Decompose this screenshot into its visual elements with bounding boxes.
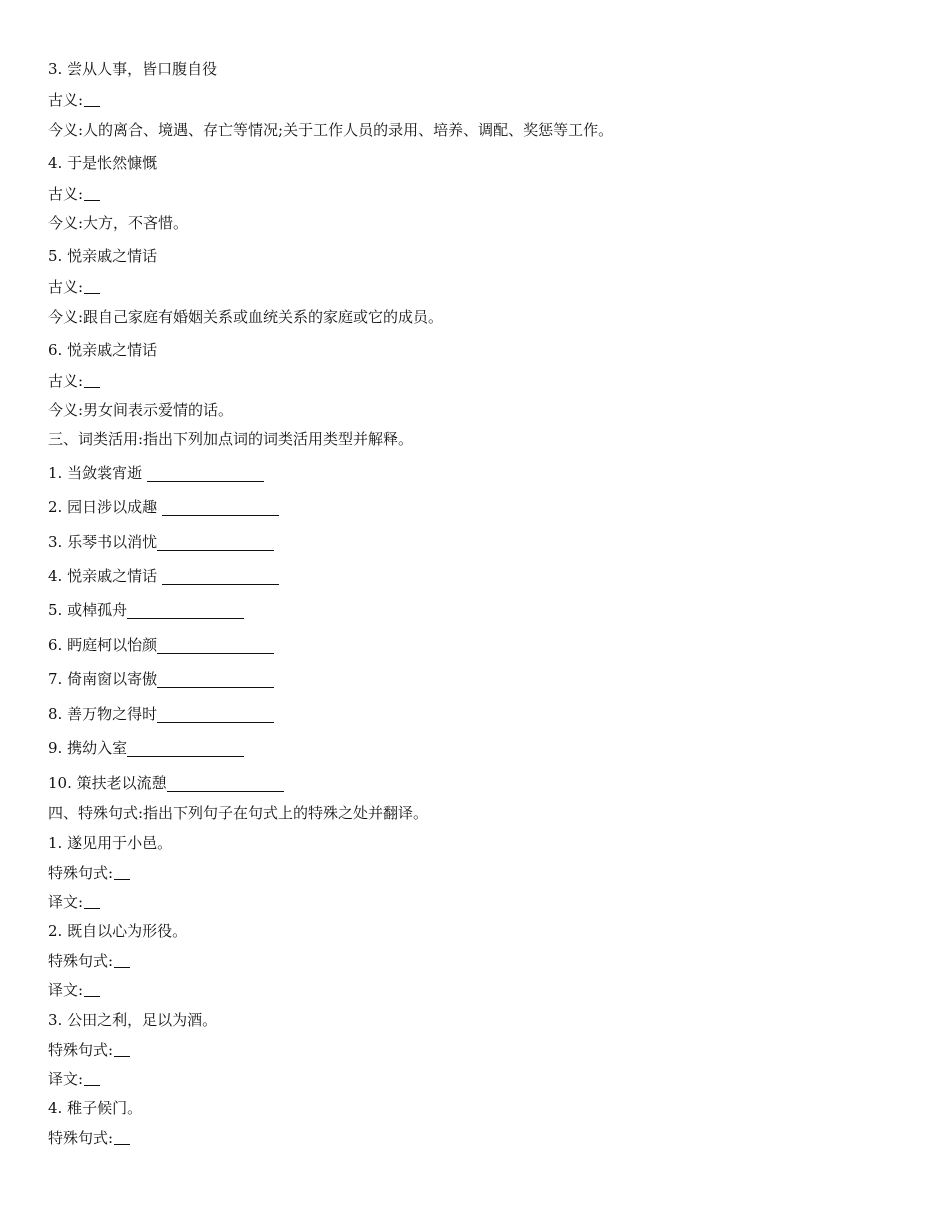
jin-yi-row: 今义:人的离合、境遇、存亡等情况;关于工作人员的录用、培养、调配、奖惩等工作。 bbox=[48, 121, 614, 139]
answer-line[interactable] bbox=[127, 740, 244, 757]
item-text: 6. 眄庭柯以怡颜 bbox=[48, 636, 158, 654]
answer-line[interactable] bbox=[162, 499, 279, 516]
list-item bbox=[48, 566, 279, 586]
list-item bbox=[48, 738, 244, 758]
answer-blank[interactable] bbox=[84, 279, 100, 294]
special-row bbox=[48, 1128, 130, 1148]
answer-line[interactable] bbox=[157, 534, 274, 551]
question-text: 3. 尝从人事，皆口腹自役 bbox=[48, 60, 218, 78]
item-text: 8. 善万物之得时 bbox=[48, 705, 158, 723]
answer-line[interactable] bbox=[157, 671, 274, 688]
answer-blank[interactable] bbox=[84, 894, 100, 909]
answer-blank[interactable] bbox=[114, 1130, 130, 1145]
translation-label: 译文: bbox=[48, 893, 84, 911]
gu-yi-label: 古义: bbox=[48, 372, 84, 390]
question-text: 4. 于是怅然慷慨 bbox=[48, 154, 158, 172]
item-text: 4. 悦亲戚之情话 bbox=[48, 567, 162, 585]
jin-yi-row: 今义:大方，不吝惜。 bbox=[48, 214, 189, 232]
jin-yi-row: 今义:跟自己家庭有婚姻关系或血统关系的家庭或它的成员。 bbox=[48, 308, 444, 326]
question-text: 2. 既自以心为形役。 bbox=[48, 922, 188, 940]
question-text: 3. 公田之利，足以为酒。 bbox=[48, 1011, 218, 1029]
translation-row bbox=[48, 892, 100, 912]
gu-yi-label: 古义: bbox=[48, 185, 84, 203]
question-text: 6. 悦亲戚之情话 bbox=[48, 341, 158, 359]
item-text: 3. 乐琴书以消忧 bbox=[48, 533, 158, 551]
answer-blank[interactable] bbox=[114, 953, 130, 968]
answer-line[interactable] bbox=[157, 706, 274, 723]
answer-blank[interactable] bbox=[114, 865, 130, 880]
special-label: 特殊句式: bbox=[48, 864, 114, 882]
list-item bbox=[48, 497, 279, 517]
list-item bbox=[48, 532, 274, 552]
question-text: 4. 稚子候门。 bbox=[48, 1099, 143, 1117]
item-text: 5. 或棹孤舟 bbox=[48, 601, 128, 619]
translation-row bbox=[48, 1069, 100, 1089]
list-item bbox=[48, 704, 274, 724]
answer-line[interactable] bbox=[157, 637, 274, 654]
list-item bbox=[48, 669, 274, 689]
answer-line[interactable] bbox=[162, 568, 279, 585]
item-text: 2. 园日涉以成趣 bbox=[48, 498, 162, 516]
gu-yi-row bbox=[48, 184, 100, 204]
special-label: 特殊句式: bbox=[48, 952, 114, 970]
answer-blank[interactable] bbox=[114, 1042, 130, 1057]
answer-blank[interactable] bbox=[84, 92, 100, 107]
list-item bbox=[48, 773, 284, 793]
question-text: 5. 悦亲戚之情话 bbox=[48, 247, 158, 265]
item-text: 1. 当敛裳宵逝 bbox=[48, 464, 147, 482]
special-row bbox=[48, 951, 130, 971]
gu-yi-row bbox=[48, 90, 100, 110]
answer-blank[interactable] bbox=[84, 373, 100, 388]
translation-label: 译文: bbox=[48, 981, 84, 999]
list-item bbox=[48, 463, 264, 483]
list-item bbox=[48, 600, 244, 620]
jin-yi-row: 今义:男女间表示爱情的话。 bbox=[48, 401, 234, 419]
special-label: 特殊句式: bbox=[48, 1041, 114, 1059]
section-heading: 四、特殊句式:指出下列句子在句式上的特殊之处并翻译。 bbox=[48, 804, 429, 822]
answer-blank[interactable] bbox=[84, 982, 100, 997]
item-text: 9. 携幼入室 bbox=[48, 739, 128, 757]
answer-line[interactable] bbox=[167, 775, 284, 792]
special-row bbox=[48, 1040, 130, 1060]
answer-blank[interactable] bbox=[84, 1071, 100, 1086]
section-heading: 三、词类活用:指出下列加点词的词类活用类型并解释。 bbox=[48, 430, 414, 448]
gu-yi-row bbox=[48, 371, 100, 391]
answer-line[interactable] bbox=[127, 602, 244, 619]
item-text: 10. 策扶老以流憩 bbox=[48, 774, 167, 792]
translation-row bbox=[48, 980, 100, 1000]
list-item bbox=[48, 635, 274, 655]
question-text: 1. 遂见用于小邑。 bbox=[48, 834, 173, 852]
gu-yi-label: 古义: bbox=[48, 91, 84, 109]
item-text: 7. 倚南窗以寄傲 bbox=[48, 670, 158, 688]
translation-label: 译文: bbox=[48, 1070, 84, 1088]
answer-blank[interactable] bbox=[84, 186, 100, 201]
gu-yi-row bbox=[48, 277, 100, 297]
answer-line[interactable] bbox=[147, 465, 264, 482]
special-label: 特殊句式: bbox=[48, 1129, 114, 1147]
gu-yi-label: 古义: bbox=[48, 278, 84, 296]
special-row bbox=[48, 863, 130, 883]
